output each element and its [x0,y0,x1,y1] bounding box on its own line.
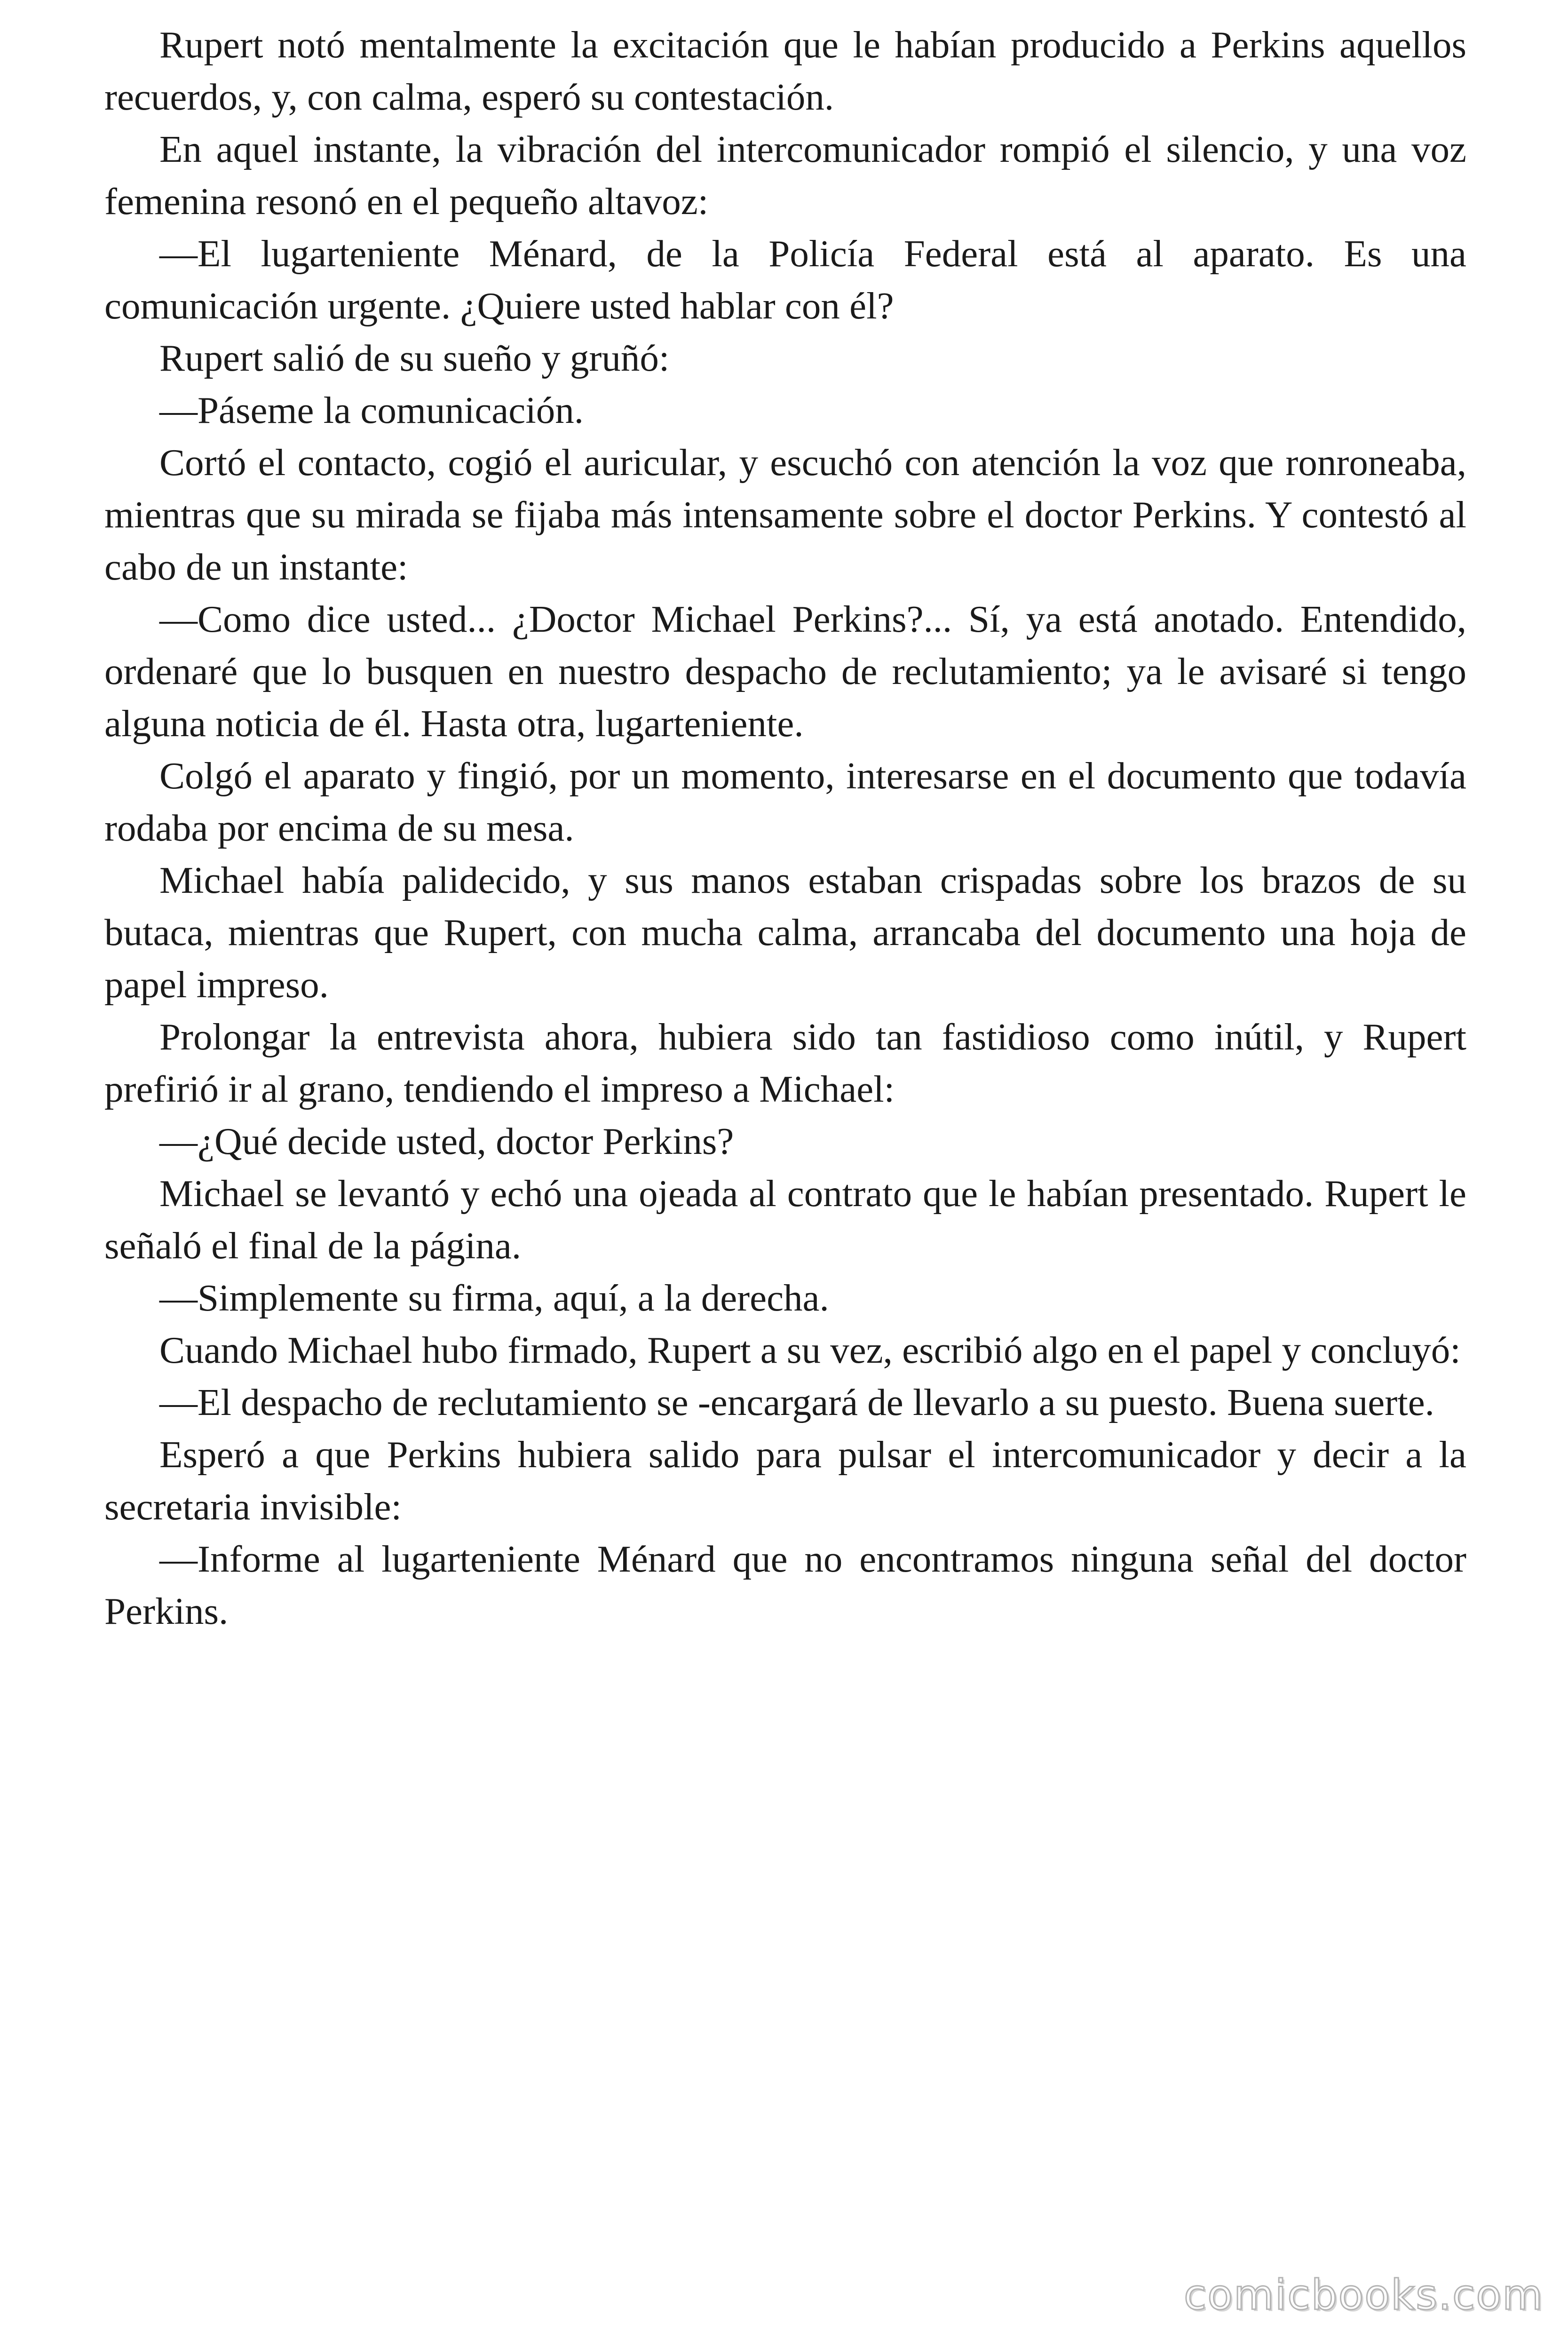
paragraph: —Informe al lugarteniente Ménard que no encontramos ninguna señal del doctor Perkins. [104,1538,1466,1632]
paragraph: Rupert notó mentalmente la excitación que le habían producido a Perkins aquellos recuerdos, y, con calma, esperó su contestación. [104,24,1466,118]
paragraph: Michael había palidecido, y sus manos estaban crispadas sobre los brazos de su butaca, mientras que Rupert, con mucha calma, arrancaba del documento una hoja de papel impreso. [104,859,1466,1006]
page-body [104,19,1466,1637]
paragraph: Cuando Michael hubo firmado, Rupert a su vez, escribió algo en el papel y concluyó: [159,1329,1461,1371]
paragraph: Michael se levantó y echó una ojeada al contrato que le habían presentado. Rupert le señaló el final de la página. [104,1172,1466,1267]
watermark: comicbooks.com [1183,2271,1544,2319]
paragraph: —Páseme la comunicación. [159,389,584,431]
paragraph: En aquel instante, la vibración del intercomunicador rompió el silencio, y una voz femenina resonó en el pequeño altavoz: [104,128,1466,222]
paragraph: Prolongar la entrevista ahora, hubiera sido tan fastidioso como inútil, y Rupert prefirió ir al grano, tendiendo el impreso a Michael: [104,1016,1466,1110]
paragraph: Cortó el contacto, cogió el auricular, y escuchó con atención la voz que ronroneaba, mientras que su mirada se fijaba más intensamente sobre el doctor Perkins. Y contestó al cabo de un instante: [104,441,1466,588]
paragraph: Rupert salió de su sueño y gruñó: [159,337,670,379]
paragraph: —Como dice usted... ¿Doctor Michael Perkins?... Sí, ya está anotado. Entendido, ordenaré que lo busquen en nuestro despacho de reclutamiento; ya le avisaré si tengo alguna noticia de él. Hasta otra, lugarteniente. [104,598,1466,745]
paragraph: —Simplemente su firma, aquí, a la derecha. [159,1277,829,1319]
paragraph: —¿Qué decide usted, doctor Perkins? [159,1120,734,1162]
paragraph: —El despacho de reclutamiento se -encargará de llevarlo a su puesto. Buena suerte. [159,1381,1434,1423]
paragraph: Colgó el aparato y fingió, por un momento, interesarse en el documento que todavía rodaba por encima de su mesa. [104,755,1466,849]
paragraph: Esperó a que Perkins hubiera salido para pulsar el intercomunicador y decir a la secretaria invisible: [104,1433,1466,1528]
paragraph: —El lugarteniente Ménard, de la Policía Federal está al aparato. Es una comunicación urgente. ¿Quiere usted hablar con él? [104,232,1466,327]
